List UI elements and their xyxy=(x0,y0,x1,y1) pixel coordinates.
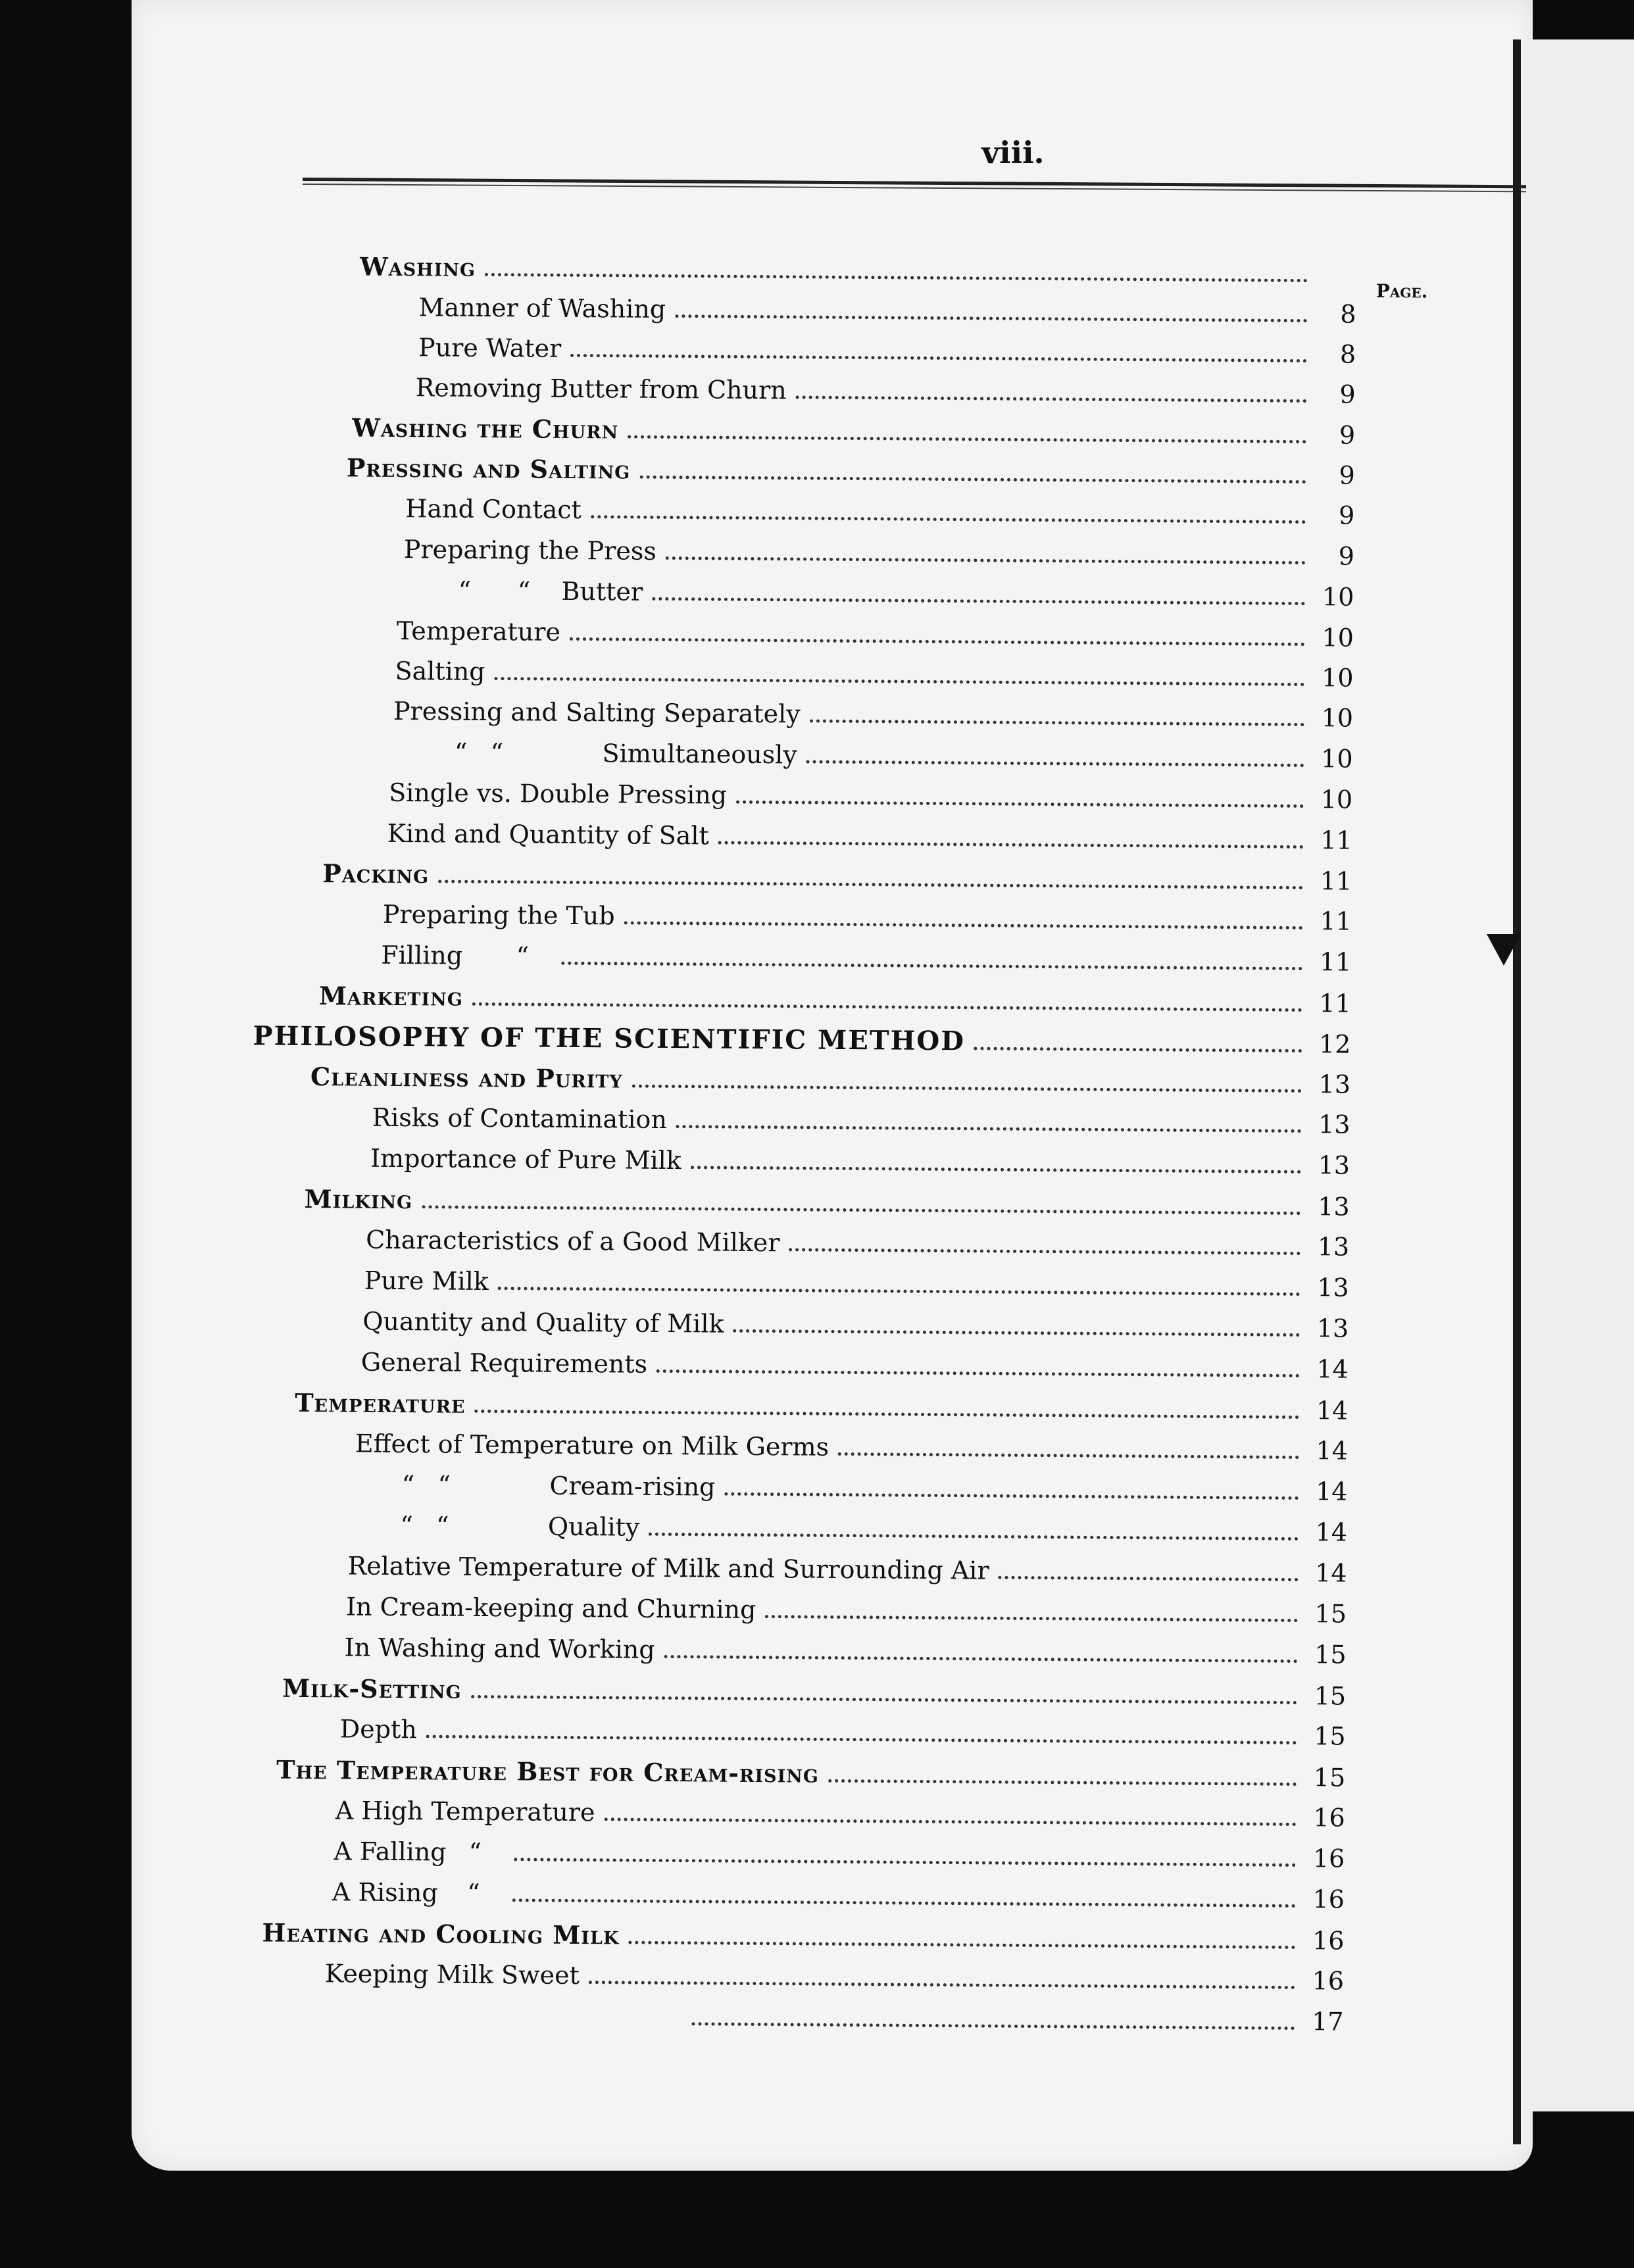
toc-entry: Importance of Pure Milk 13 xyxy=(370,1143,1350,1180)
facing-page-edge xyxy=(1526,39,1634,2111)
toc-entry: Packing 11 xyxy=(322,858,1352,896)
page-column-header: Page. xyxy=(1375,280,1428,303)
toc-entry: Removing Butter from Churn 9 xyxy=(415,373,1356,409)
toc-entry: Depth 15 xyxy=(339,1714,1346,1751)
toc-entry: A Rising “ 16 xyxy=(332,1877,1345,1914)
toc-entry: Preparing the Tub 11 xyxy=(382,899,1352,936)
toc-entry: Kind and Quantity of Salt 11 xyxy=(387,818,1352,855)
toc-entry: Temperature 10 xyxy=(396,616,1354,653)
toc-entry: Quantity and Quality of Milk 13 xyxy=(362,1306,1349,1343)
toc-entry: Milking 13 xyxy=(304,1183,1350,1221)
page-number: viii. xyxy=(981,135,1045,170)
toc-entry: Temperature 14 xyxy=(295,1387,1349,1425)
toc-entry: A Falling “ 16 xyxy=(334,1837,1345,1873)
toc-entry: General Requirements 14 xyxy=(360,1347,1349,1384)
toc-entry: Single vs. Double Pressing 10 xyxy=(389,777,1353,814)
toc-entry: Pressing and Salting 9 xyxy=(346,453,1355,490)
toc-entry: Marketing 11 xyxy=(318,981,1352,1018)
toc-entry: Risks of Contamination 13 xyxy=(372,1102,1350,1139)
toc-entry: A High Temperature 16 xyxy=(335,1796,1345,1833)
toc-entry: In Cream-keeping and Churning 15 xyxy=(345,1592,1347,1629)
book-page xyxy=(132,0,1533,2171)
toc-entry: Salting 10 xyxy=(395,656,1354,693)
toc-entry: Cleanliness and Purity 13 xyxy=(310,1062,1351,1099)
toc-entry: Pure Milk 13 xyxy=(364,1266,1349,1302)
toc-entry: Washing xyxy=(360,252,1356,299)
toc-entry: Effect of Temperature on Milk Germs 14 xyxy=(355,1429,1349,1466)
toc-entry: Heating and Cooling Milk 16 xyxy=(262,1917,1345,1956)
toc-entry: “ “ Cream-rising 14 xyxy=(401,1470,1348,1506)
toc-entry: Pressing and Salting Separately 10 xyxy=(393,696,1354,733)
page-clip-mark xyxy=(1487,934,1521,966)
toc-entry: “ “ Quality 14 xyxy=(400,1511,1348,1547)
toc-entry: Manner of Washing 8 xyxy=(418,293,1356,329)
toc-entry: “ “ Butter 10 xyxy=(458,576,1354,612)
toc-entry: Milk-Setting 15 xyxy=(282,1673,1347,1711)
table-of-contents xyxy=(132,0,1533,2171)
toc-entry: Hand Contact 9 xyxy=(405,494,1355,530)
toc-entry: PHILOSOPHY OF THE SCIENTIFIC METHOD 12 xyxy=(253,1020,1351,1059)
toc-entry: In Washing and Working 15 xyxy=(344,1633,1347,1669)
toc-entry: 17 xyxy=(682,2002,1343,2046)
toc-entry: Keeping Milk Sweet 16 xyxy=(324,1959,1345,1996)
toc-entry: Pure Water 8 xyxy=(418,333,1356,369)
toc-entry: The Temperature Best for Cream-rising 15 xyxy=(276,1754,1346,1792)
toc-entry: Filling “ 11 xyxy=(381,940,1352,977)
toc-entry: Preparing the Press 9 xyxy=(403,535,1355,571)
toc-entry: Washing the Churn 9 xyxy=(352,412,1356,450)
page-gutter xyxy=(1513,39,1521,2144)
toc-entry: “ “ Simultaneously 10 xyxy=(454,737,1353,774)
toc-entry: Relative Temperature of Milk and Surrounding Air 14 xyxy=(347,1551,1347,1588)
toc-entry: Characteristics of a Good Milker 13 xyxy=(366,1225,1350,1262)
